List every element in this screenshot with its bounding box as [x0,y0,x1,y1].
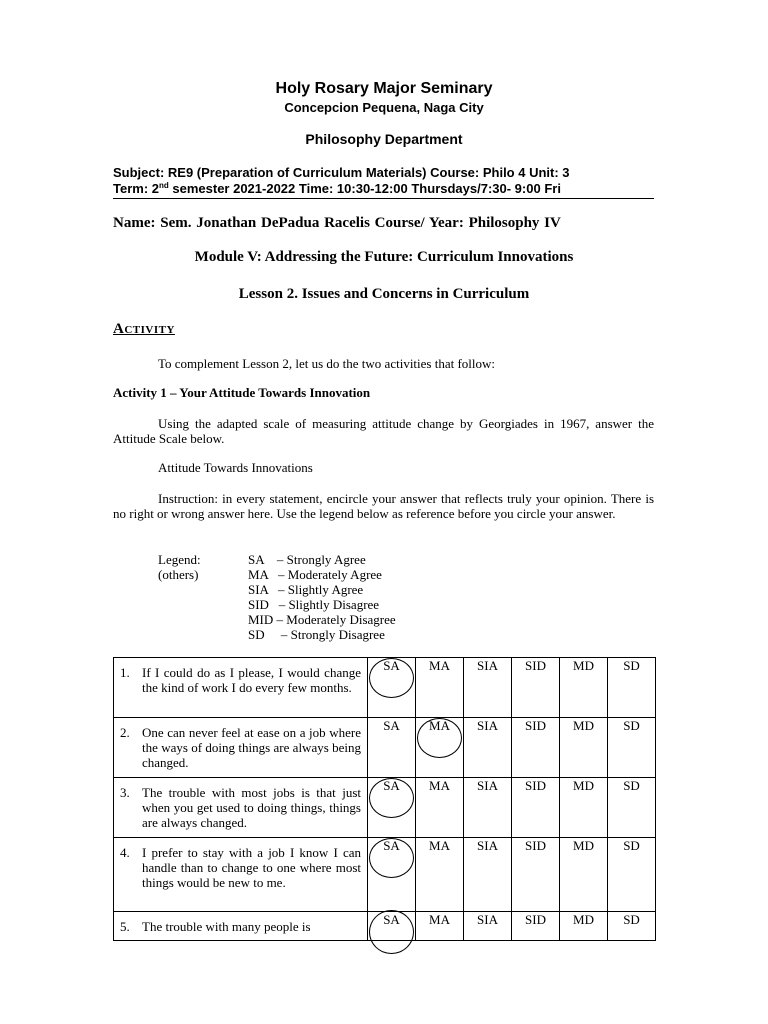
statement-cell [114,658,368,718]
option-md[interactable] [560,658,608,718]
legend-item: MID – Moderately Disagree [248,612,396,627]
option-sid[interactable] [512,838,560,912]
option-sa[interactable] [368,718,416,778]
option-label: SA [383,778,400,793]
option-ma[interactable] [416,912,464,941]
option-sia[interactable] [464,912,512,941]
lesson-title: Lesson 2. Issues and Concerns in Curriculum [238,286,530,302]
table-row [114,778,656,838]
option-label: MD [573,658,594,673]
option-sa[interactable] [368,912,416,941]
option-ma[interactable] [416,838,464,912]
instruction-paragraph: Instruction: in every statement, encircle your answer that reflects truly your opinion. There is no right or wrong answer here. Use the legend below as reference before you circle your answer. [113,491,654,521]
statement-number: 3. [120,785,130,800]
statement-cell [114,778,368,838]
option-label: MA [429,778,450,793]
option-label: MA [429,718,450,733]
option-label: SA [383,658,400,673]
option-label: MD [573,912,594,927]
activity-heading: Activity [113,321,175,337]
option-label: MA [429,658,450,673]
legend-labels [158,552,201,582]
institution-location: Concepcion Pequena, Naga City [284,100,484,115]
option-label: SID [525,778,546,793]
legend-item: SID – Slightly Disagree [248,597,380,612]
option-sa[interactable] [368,838,416,912]
statement-text: I prefer to stay with a job I know I can handle than to change to one where most things would be new to me. [142,845,361,890]
statement-text: If I could do as I please, I would change the kind of work I do every few months. [142,665,361,695]
option-label: MA [429,838,450,853]
option-sia[interactable] [464,838,512,912]
option-label: MD [573,838,594,853]
legend-label: Legend: [158,552,201,567]
module-title: Module V: Addressing the Future: Curriculum Innovations [194,249,574,265]
attitude-title: Attitude Towards Innovations [158,460,313,475]
option-sd[interactable] [608,718,656,778]
table-row [114,838,656,912]
option-label: SID [525,658,546,673]
option-sd[interactable] [608,658,656,718]
legend-others-label: (others) [158,567,199,582]
option-label: SD [623,718,640,733]
option-sa[interactable] [368,658,416,718]
option-sia[interactable] [464,658,512,718]
option-sid[interactable] [512,658,560,718]
statement-text: One can never feel at ease on a job where the ways of doing things are always being changed. [142,725,361,770]
table-row [114,658,656,718]
attitude-scale-table [113,657,656,941]
option-md[interactable] [560,778,608,838]
option-sid[interactable] [512,778,560,838]
intro-text: To complement Lesson 2, let us do the two activities that follow: [158,356,496,371]
statement-cell [114,912,368,941]
option-label: MD [573,778,594,793]
activity1-title: Activity 1 – Your Attitude Towards Innovation [113,385,371,400]
option-sa[interactable] [368,778,416,838]
option-sd[interactable] [608,838,656,912]
legend-item: SD – Strongly Disagree [248,627,385,642]
option-sia[interactable] [464,778,512,838]
option-sd[interactable] [608,778,656,838]
option-md[interactable] [560,718,608,778]
header-rule [113,198,654,199]
table-row [114,718,656,778]
scale-paragraph: Using the adapted scale of measuring attitude change by Georgiades in 1967, answer the Attitude Scale below. [113,416,654,446]
option-label: SIA [477,718,498,733]
option-label: SD [623,778,640,793]
statement-text: The trouble with most jobs is that just when you get used to doing things, things are always changed. [142,785,361,830]
option-label: SD [623,838,640,853]
statement-cell [114,718,368,778]
option-label: SIA [477,778,498,793]
term-prefix: Term: 2 [113,181,159,196]
option-label: MD [573,718,594,733]
option-label: SID [525,912,546,927]
option-label: SIA [477,912,498,927]
option-label: SID [525,838,546,853]
option-label: SIA [477,838,498,853]
student-name-line: Name: Sem. Jonathan DePadua Racelis Course/ Year: Philosophy IV [113,215,561,231]
option-label: SIA [477,658,498,673]
legend-item: SA – Strongly Agree [248,552,366,567]
statement-number: 2. [120,725,130,740]
legend-item: MA – Moderately Agree [248,567,382,582]
option-label: SA [383,718,400,733]
subject-line: Subject: RE9 (Preparation of Curriculum Materials) Course: Philo 4 Unit: 3 [113,165,570,180]
statement-number: 4. [120,845,130,860]
department-title: Philosophy Department [305,131,463,147]
term-line [113,181,561,196]
option-label: SD [623,912,640,927]
statement-number: 1. [120,665,130,680]
term-rest: semester 2021-2022 Time: 10:30-12:00 Thursdays/7:30- 9:00 Fri [168,181,561,196]
option-sia[interactable] [464,718,512,778]
statement-number: 5. [120,919,130,934]
statement-text: The trouble with many people is [142,919,311,934]
option-sid[interactable] [512,718,560,778]
institution-title: Holy Rosary Major Seminary [275,80,493,97]
option-label: SA [383,838,400,853]
legend-list [248,552,396,642]
option-label: SID [525,718,546,733]
option-sd[interactable] [608,912,656,941]
legend-item: SIA – Slightly Agree [248,582,364,597]
option-label: MA [429,912,450,927]
option-md[interactable] [560,838,608,912]
option-ma[interactable] [416,778,464,838]
statement-cell [114,838,368,912]
table-row [114,912,656,941]
option-md[interactable] [560,912,608,941]
option-label: SD [623,658,640,673]
option-sid[interactable] [512,912,560,941]
option-ma[interactable] [416,718,464,778]
option-label: SA [383,912,400,927]
term-superscript: nd [159,181,169,190]
option-ma[interactable] [416,658,464,718]
